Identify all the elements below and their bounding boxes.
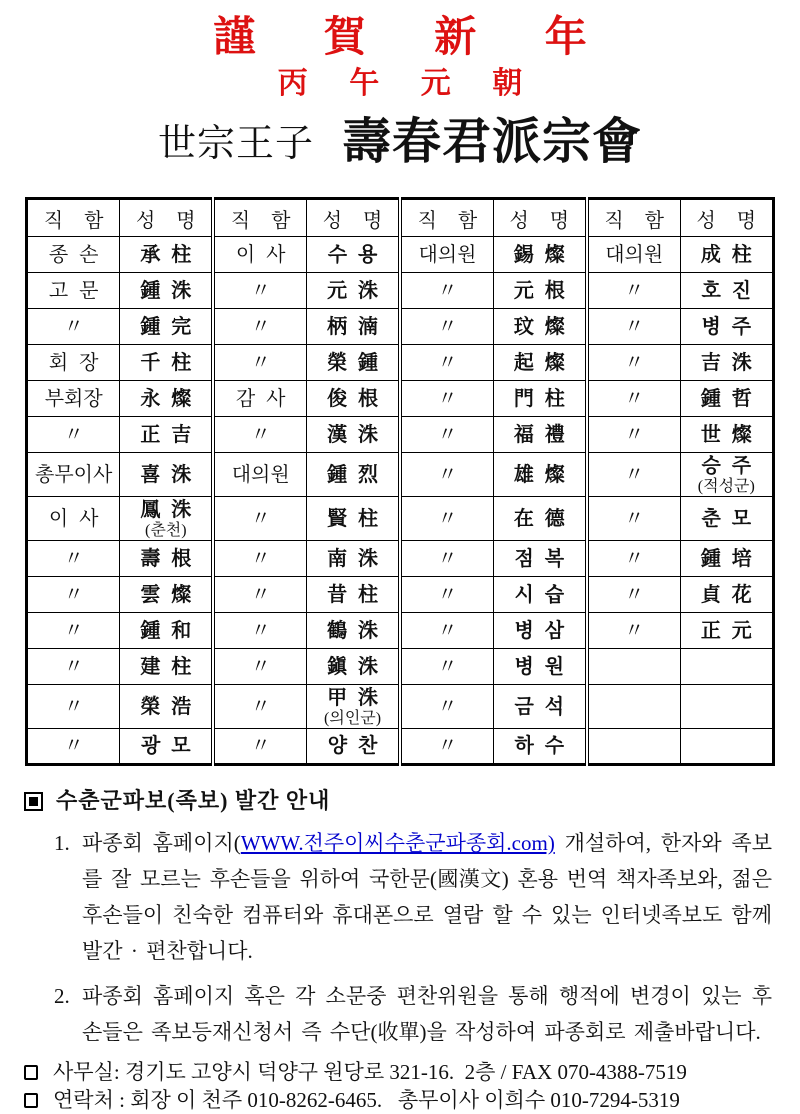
notice-item xyxy=(24,825,772,969)
name-cell: 점 복 xyxy=(493,541,586,577)
position-cell: 〃 xyxy=(213,497,306,541)
position-cell: 〃 xyxy=(213,417,306,453)
column-header: 성 명 xyxy=(493,199,586,237)
name-cell: 南 洙 xyxy=(307,541,400,577)
name-cell: 建 柱 xyxy=(120,649,213,685)
position-cell: 〃 xyxy=(213,577,306,613)
name-cell: 鍾 培 xyxy=(680,541,773,577)
homepage-link[interactable]: WWW.전주이씨수춘군파종회.com) xyxy=(240,831,555,855)
position-cell: 〃 xyxy=(400,453,493,497)
position-cell: 〃 xyxy=(587,541,680,577)
name-cell: 병 삼 xyxy=(493,613,586,649)
position-cell xyxy=(587,685,680,729)
table-row xyxy=(27,237,774,273)
name-cell: 승 주 (적성군) xyxy=(680,453,773,497)
table-row xyxy=(27,577,774,613)
name-cell: 鎭 洙 xyxy=(307,649,400,685)
name-cell: 하 수 xyxy=(493,729,586,765)
position-cell: 감 사 xyxy=(213,381,306,417)
announcement-section xyxy=(24,786,772,1050)
year-subtitle: 丙 午 元 朝 xyxy=(277,67,523,100)
name-cell: 鍾 和 xyxy=(120,613,213,649)
clan-prefix: 世宗王子 xyxy=(157,123,314,165)
name-cell: 正 吉 xyxy=(120,417,213,453)
notice-item xyxy=(24,978,772,1050)
position-cell: 종 손 xyxy=(27,237,120,273)
officers-table-body xyxy=(27,237,774,765)
position-cell: 〃 xyxy=(400,273,493,309)
column-header: 직 함 xyxy=(213,199,306,237)
item-text: 파종회 홈페이지 혹은 각 소문중 편찬위원을 통해 행적에 변경이 있는 후손들은 족보등재신청서 즉 수단(收單)을 작성하여 파종회로 제출바랍니다. xyxy=(82,984,772,1044)
name-cell: 鶴 洙 xyxy=(307,613,400,649)
position-cell: 〃 xyxy=(213,685,306,729)
name-cell: 正 元 xyxy=(680,613,773,649)
name-cell: 鳳 洙 (춘천) xyxy=(120,497,213,541)
table-row xyxy=(27,541,774,577)
position-cell: 〃 xyxy=(587,497,680,541)
contact-text: 연락처 : 회장 이 천주 010-8262-6465. 총무이사 이희수 010-7294-5319 xyxy=(53,1088,680,1112)
position-cell: 〃 xyxy=(587,381,680,417)
item-text xyxy=(82,825,772,969)
name-cell: 甲 洙 (의인군) xyxy=(307,685,400,729)
name-cell: 千 柱 xyxy=(120,345,213,381)
greeting-title: 謹 賀 新 年 xyxy=(213,15,587,61)
position-cell: 총무이사 xyxy=(27,453,120,497)
position-cell: 〃 xyxy=(213,541,306,577)
position-cell: 〃 xyxy=(400,541,493,577)
name-cell xyxy=(680,729,773,765)
item-text-suffix: 개설하여, 한자와 족보를 잘 모르는 후손들을 위하여 국한문(國漢文) 혼용 번역 책자족보와, 젊은 후손들이 친숙한 컴퓨터와 휴대폰으로 열람 할 수 있는 인터넷족보도 함께 발간 · 편찬합니다. xyxy=(82,831,772,963)
table-row xyxy=(27,729,774,765)
position-cell: 〃 xyxy=(400,649,493,685)
position-cell: 회 장 xyxy=(27,345,120,381)
position-cell: 〃 xyxy=(400,685,493,729)
name-cell: 춘 모 xyxy=(680,497,773,541)
position-cell: 〃 xyxy=(400,729,493,765)
name-cell xyxy=(680,685,773,729)
name-cell: 鍾 哲 xyxy=(680,381,773,417)
name-cell: 鍾 洙 xyxy=(120,273,213,309)
position-cell: 〃 xyxy=(27,541,120,577)
column-header: 직 함 xyxy=(587,199,680,237)
table-row xyxy=(27,613,774,649)
document-header xyxy=(0,0,800,182)
name-cell: 永 燦 xyxy=(120,381,213,417)
position-cell: 〃 xyxy=(587,453,680,497)
contact-section xyxy=(24,1058,776,1114)
name-cell: 門 柱 xyxy=(493,381,586,417)
name-cell: 柄 湳 xyxy=(307,309,400,345)
position-cell: 〃 xyxy=(587,417,680,453)
name-cell: 賢 柱 xyxy=(307,497,400,541)
position-cell: 〃 xyxy=(400,577,493,613)
name-cell: 雲 燦 xyxy=(120,577,213,613)
name-cell: 榮 鍾 xyxy=(307,345,400,381)
name-cell: 世 燦 xyxy=(680,417,773,453)
position-cell: 대의원 xyxy=(587,237,680,273)
column-header: 직 함 xyxy=(400,199,493,237)
position-cell: 〃 xyxy=(27,685,120,729)
position-cell: 〃 xyxy=(400,417,493,453)
table-row xyxy=(27,649,774,685)
name-cell: 元 洙 xyxy=(307,273,400,309)
main-title xyxy=(0,114,800,182)
position-cell: 이 사 xyxy=(213,237,306,273)
name-cell: 수 용 xyxy=(307,237,400,273)
column-header: 직 함 xyxy=(27,199,120,237)
table-row xyxy=(27,497,774,541)
section-title-text: 수춘군파보(족보) 발간 안내 xyxy=(56,788,331,813)
name-cell: 榮 浩 xyxy=(120,685,213,729)
name-cell: 元 根 xyxy=(493,273,586,309)
position-cell: 〃 xyxy=(400,381,493,417)
name-cell: 玟 燦 xyxy=(493,309,586,345)
item-number: 2. xyxy=(54,984,70,1008)
position-cell: 〃 xyxy=(587,309,680,345)
position-cell: 〃 xyxy=(27,577,120,613)
section-title xyxy=(24,786,772,816)
position-cell: 부회장 xyxy=(27,381,120,417)
position-cell: 〃 xyxy=(213,273,306,309)
name-cell: 俊 根 xyxy=(307,381,400,417)
officers-table xyxy=(25,197,775,766)
name-cell: 承 柱 xyxy=(120,237,213,273)
table-row xyxy=(27,417,774,453)
position-cell: 〃 xyxy=(27,649,120,685)
position-cell: 〃 xyxy=(213,345,306,381)
table-row xyxy=(27,453,774,497)
position-cell: 〃 xyxy=(213,613,306,649)
name-cell: 병 원 xyxy=(493,649,586,685)
name-cell: 在 德 xyxy=(493,497,586,541)
position-cell: 〃 xyxy=(400,497,493,541)
name-cell: 成 柱 xyxy=(680,237,773,273)
name-cell: 福 禮 xyxy=(493,417,586,453)
position-cell: 〃 xyxy=(27,417,120,453)
name-cell: 鍾 烈 xyxy=(307,453,400,497)
column-header: 성 명 xyxy=(307,199,400,237)
name-cell: 병 주 xyxy=(680,309,773,345)
name-cell: 시 습 xyxy=(493,577,586,613)
table-row xyxy=(27,309,774,345)
position-cell xyxy=(587,729,680,765)
position-cell: 〃 xyxy=(587,273,680,309)
name-cell: 양 찬 xyxy=(307,729,400,765)
position-cell xyxy=(587,649,680,685)
square-bullet-icon xyxy=(24,1065,38,1080)
position-cell: 〃 xyxy=(27,729,120,765)
contact-line xyxy=(24,1086,776,1114)
position-cell: 〃 xyxy=(400,309,493,345)
name-cell: 吉 洙 xyxy=(680,345,773,381)
name-cell: 喜 洙 xyxy=(120,453,213,497)
office-text: 사무실: 경기도 고양시 덕양구 원당로 321-16. 2층 / FAX 070-4388-7519 xyxy=(53,1060,687,1084)
table-row xyxy=(27,345,774,381)
position-cell: 〃 xyxy=(213,649,306,685)
position-cell: 〃 xyxy=(213,729,306,765)
position-cell: 〃 xyxy=(27,613,120,649)
name-cell: 壽 根 xyxy=(120,541,213,577)
position-cell: 고 문 xyxy=(27,273,120,309)
square-bullet-icon xyxy=(24,1093,38,1108)
position-cell: 대의원 xyxy=(213,453,306,497)
name-cell: 雄 燦 xyxy=(493,453,586,497)
name-cell: 鍾 完 xyxy=(120,309,213,345)
position-cell: 〃 xyxy=(400,613,493,649)
item-number: 1. xyxy=(54,831,70,855)
name-cell: 起 燦 xyxy=(493,345,586,381)
position-cell: 〃 xyxy=(27,309,120,345)
position-cell: 〃 xyxy=(400,345,493,381)
position-cell: 〃 xyxy=(587,613,680,649)
position-cell: 〃 xyxy=(213,309,306,345)
name-cell: 광 모 xyxy=(120,729,213,765)
column-header: 성 명 xyxy=(120,199,213,237)
name-cell: 錫 燦 xyxy=(493,237,586,273)
name-cell: 昔 柱 xyxy=(307,577,400,613)
position-cell: 〃 xyxy=(587,577,680,613)
clan-name: 壽春君派宗會 xyxy=(342,114,643,169)
name-cell: 금 석 xyxy=(493,685,586,729)
table-row xyxy=(27,381,774,417)
name-cell: 漢 洙 xyxy=(307,417,400,453)
name-cell xyxy=(680,649,773,685)
position-cell: 〃 xyxy=(587,345,680,381)
item-text-prefix: 파종회 홈페이지( xyxy=(82,831,241,855)
filled-square-bullet-icon xyxy=(24,792,43,811)
table-row xyxy=(27,685,774,729)
column-header: 성 명 xyxy=(680,199,773,237)
position-cell: 대의원 xyxy=(400,237,493,273)
office-line xyxy=(24,1058,776,1086)
officers-table-head-row xyxy=(27,199,774,237)
name-cell: 貞 花 xyxy=(680,577,773,613)
table-row xyxy=(27,273,774,309)
name-cell: 호 진 xyxy=(680,273,773,309)
position-cell: 이 사 xyxy=(27,497,120,541)
